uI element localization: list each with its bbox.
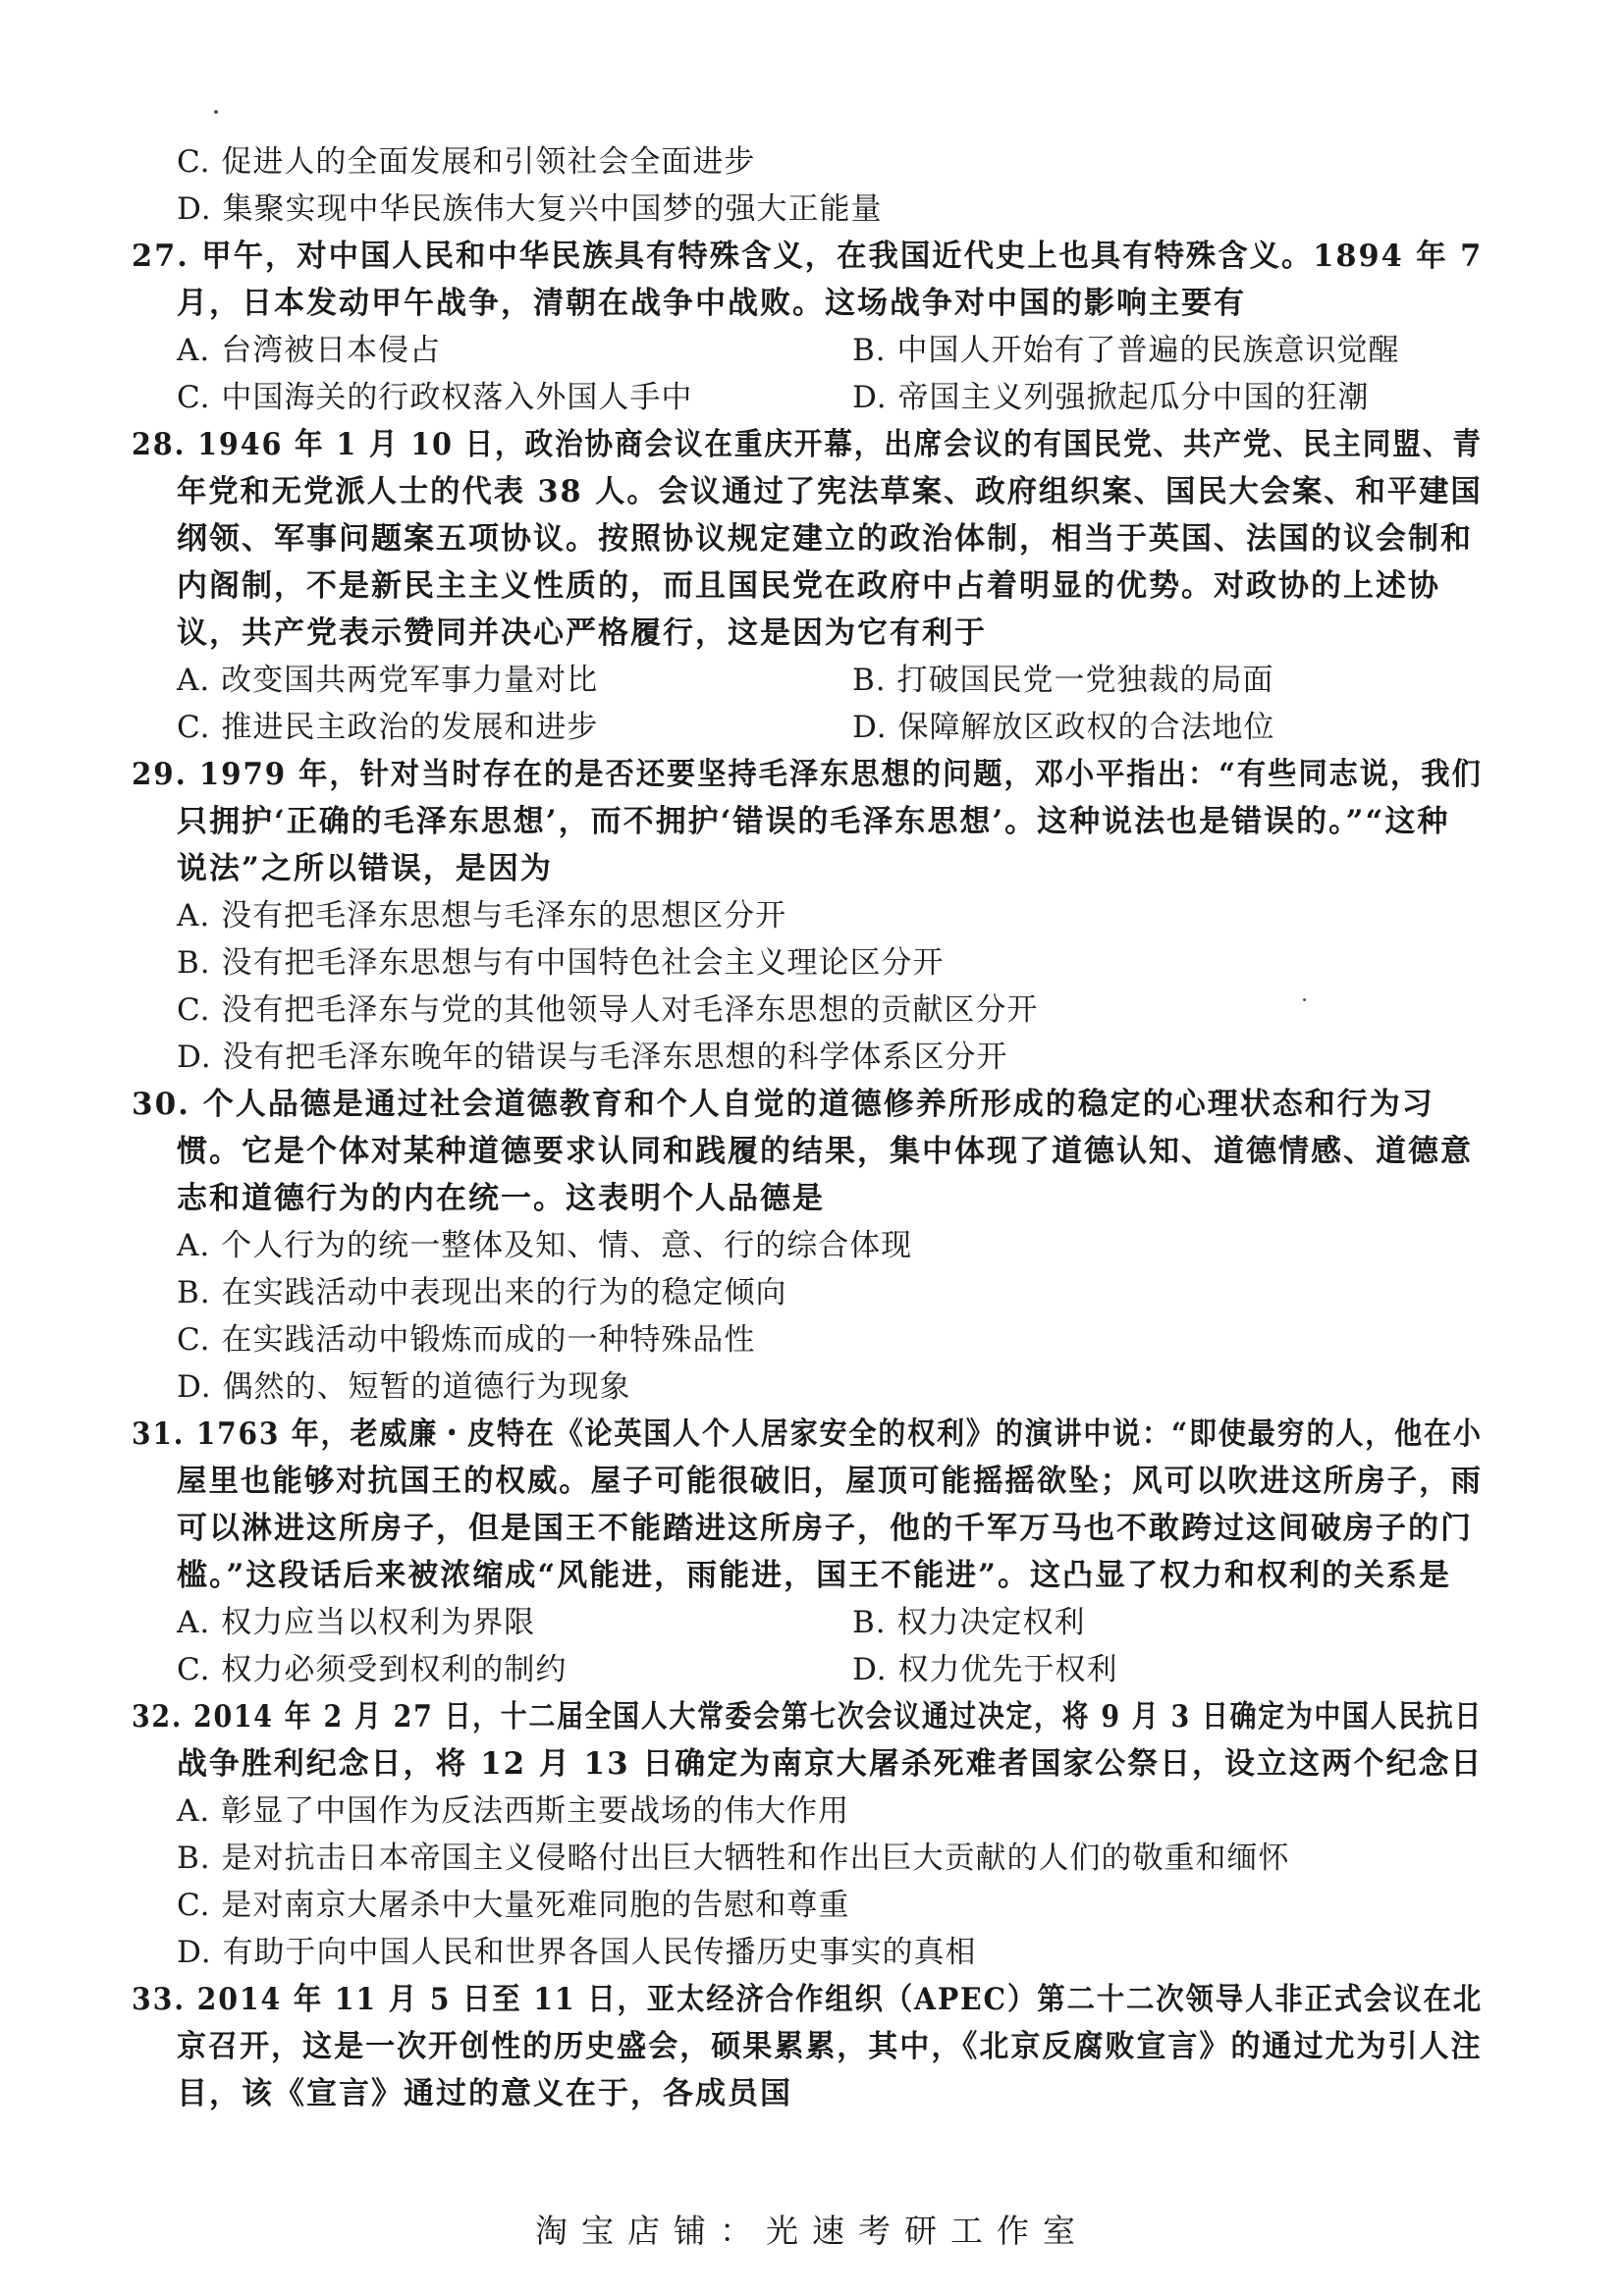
q29-option-d: D. 没有把毛泽东晚年的错误与毛泽东思想的科学体系区分开: [177, 1040, 1008, 1075]
q30-option-d: D. 偶然的、短暂的道德行为现象: [177, 1369, 631, 1405]
q31-stem-line-1: 31. 1763 年，老威廉・皮特在《论英国人个人居家安全的权利》的演讲中说：“即使最穷的人，他在小: [132, 1416, 1483, 1452]
q30-option-c: C. 在实践活动中锻炼而成的一种特殊品性: [177, 1322, 756, 1358]
q28-stem-line-1: 28. 1946 年 1 月 10 日，政治协商会议在重庆开幕，出席会议的有国民党、共产党、民主同盟、青: [132, 427, 1483, 462]
q32-stem-line-2: 战争胜利纪念日，将 12 月 13 日确定为南京大屠杀死难者国家公祭日，设立这两个纪念日: [177, 1746, 1484, 1782]
q31-stem-line-4: 槛。”这段话后来被浓缩成“风能进，雨能进，国王不能进”。这凸显了权力和权利的关系是: [177, 1558, 1451, 1593]
q32-option-c: C. 是对南京大屠杀中大量死难同胞的告慰和尊重: [177, 1888, 850, 1923]
q29-stem-line-3: 说法”之所以错误，是因为: [177, 851, 553, 886]
q27-option-d: D. 帝国主义列强掀起瓜分中国的狂潮: [852, 380, 1370, 415]
q33-stem-line-1: 33. 2014 年 11 月 5 日至 11 日，亚太经济合作组织（APEC）第二十二次领导人非正式会议在北: [132, 1982, 1484, 2017]
q32-option-d: D. 有助于向中国人民和世界各国人民传播历史事实的真相: [177, 1935, 977, 1970]
q28-stem-line-4: 内阁制，不是新民主主义性质的，而且国民党在政府中占着明显的优势。对政协的上述协: [177, 568, 1440, 604]
q30-option-a: A. 个人行为的统一整体及知、情、意、行的综合体现: [177, 1228, 913, 1263]
q31-option-b: B. 权力决定权利: [852, 1605, 1086, 1640]
q30-stem-line-1: 30. 个人品德是通过社会道德教育和个人自觉的道德修养所形成的稳定的心理状态和行为习: [132, 1087, 1435, 1122]
q29-option-b: B. 没有把毛泽东思想与有中国特色社会主义理论区分开: [177, 945, 945, 981]
q26-option-c: C. 促进人的全面发展和引领社会全面进步: [177, 144, 756, 180]
scan-speck: [214, 110, 218, 114]
q32-stem-line-1: 32. 2014 年 2 月 27 日，十二届全国人大常委会第七次会议通过决定，将 9 月 3 日确定为中国人民抗日: [132, 1699, 1483, 1735]
q28-stem-line-5: 议，共产党表示赞同并决心严格履行，这是因为它有利于: [177, 615, 987, 651]
q30-stem-line-3: 志和道德行为的内在统一。这表明个人品德是: [177, 1181, 825, 1216]
q27-option-a: A. 台湾被日本侵占: [177, 333, 442, 368]
q26-option-d: D. 集聚实现中华民族伟大复兴中国梦的强大正能量: [177, 191, 883, 227]
q31-option-c: C. 权力必须受到权利的制约: [177, 1652, 568, 1687]
q31-stem-line-2: 屋里也能够对抗国王的权威。屋子可能很破旧，屋顶可能摇摇欲坠；风可以吹进这所房子，雨: [177, 1464, 1483, 1499]
page-footer-shop-name: 淘宝店铺：光速考研工作室: [535, 2212, 1089, 2250]
q27-stem-line-2: 月，日本发动甲午战争，清朝在战争中战败。这场战争对中国的影响主要有: [177, 286, 1246, 321]
q30-stem-line-2: 惯。它是个体对某种道德要求认同和践履的结果，集中体现了道德认知、道德情感、道德意: [177, 1134, 1473, 1169]
q30-option-b: B. 在实践活动中表现出来的行为的稳定倾向: [177, 1275, 787, 1310]
q32-option-a: A. 彰显了中国作为反法西斯主要战场的伟大作用: [177, 1793, 850, 1829]
q27-stem-line-1: 27. 甲午，对中国人民和中华民族具有特殊含义，在我国近代史上也具有特殊含义。1894 年 7: [132, 239, 1484, 274]
q33-stem-line-2: 京召开，这是一次开创性的历史盛会，硕果累累，其中，《北京反腐败宣言》的通过尤为引人注: [177, 2029, 1483, 2064]
q29-option-c: C. 没有把毛泽东与党的其他领导人对毛泽东思想的贡献区分开: [177, 992, 1039, 1028]
q27-option-c: C. 中国海关的行政权落入外国人手中: [177, 380, 693, 415]
q28-option-c: C. 推进民主政治的发展和进步: [177, 710, 599, 745]
q31-option-a: A. 权力应当以权利为界限: [177, 1605, 536, 1640]
q27-option-b: B. 中国人开始有了普遍的民族意识觉醒: [852, 333, 1400, 368]
q28-stem-line-2: 年党和无党派人士的代表 38 人。会议通过了宪法草案、政府组织案、国民大会案、和平建国: [177, 474, 1483, 509]
q29-stem-line-2: 只拥护‘正确的毛泽东思想’，而不拥护‘错误的毛泽东思想’。这种说法也是错误的。”“这种: [177, 804, 1450, 839]
q33-stem-line-3: 目，该《宣言》通过的意义在于，各成员国: [177, 2076, 792, 2111]
q29-stem-line-1: 29. 1979 年，针对当时存在的是否还要坚持毛泽东思想的问题，邓小平指出：“有些同志说，我们: [132, 757, 1483, 792]
scan-speck: [1303, 998, 1306, 1001]
q31-stem-line-3: 可以淋进这所房子，但是国王不能踏进这所房子，他的千军万马也不敢跨过这间破房子的门: [177, 1511, 1473, 1546]
q28-option-a: A. 改变国共两党军事力量对比: [177, 663, 599, 698]
q28-option-b: B. 打破国民党一党独裁的局面: [852, 663, 1274, 698]
q28-option-d: D. 保障解放区政权的合法地位: [852, 710, 1275, 745]
q29-option-a: A. 没有把毛泽东思想与毛泽东的思想区分开: [177, 898, 787, 934]
q32-option-b: B. 是对抗击日本帝国主义侵略付出巨大牺牲和作出巨大贡献的人们的敬重和缅怀: [177, 1841, 1290, 1876]
q28-stem-line-3: 纲领、军事问题案五项协议。按照协议规定建立的政治体制，相当于英国、法国的议会制和: [177, 521, 1473, 557]
q31-option-d: D. 权力优先于权利: [852, 1652, 1118, 1687]
